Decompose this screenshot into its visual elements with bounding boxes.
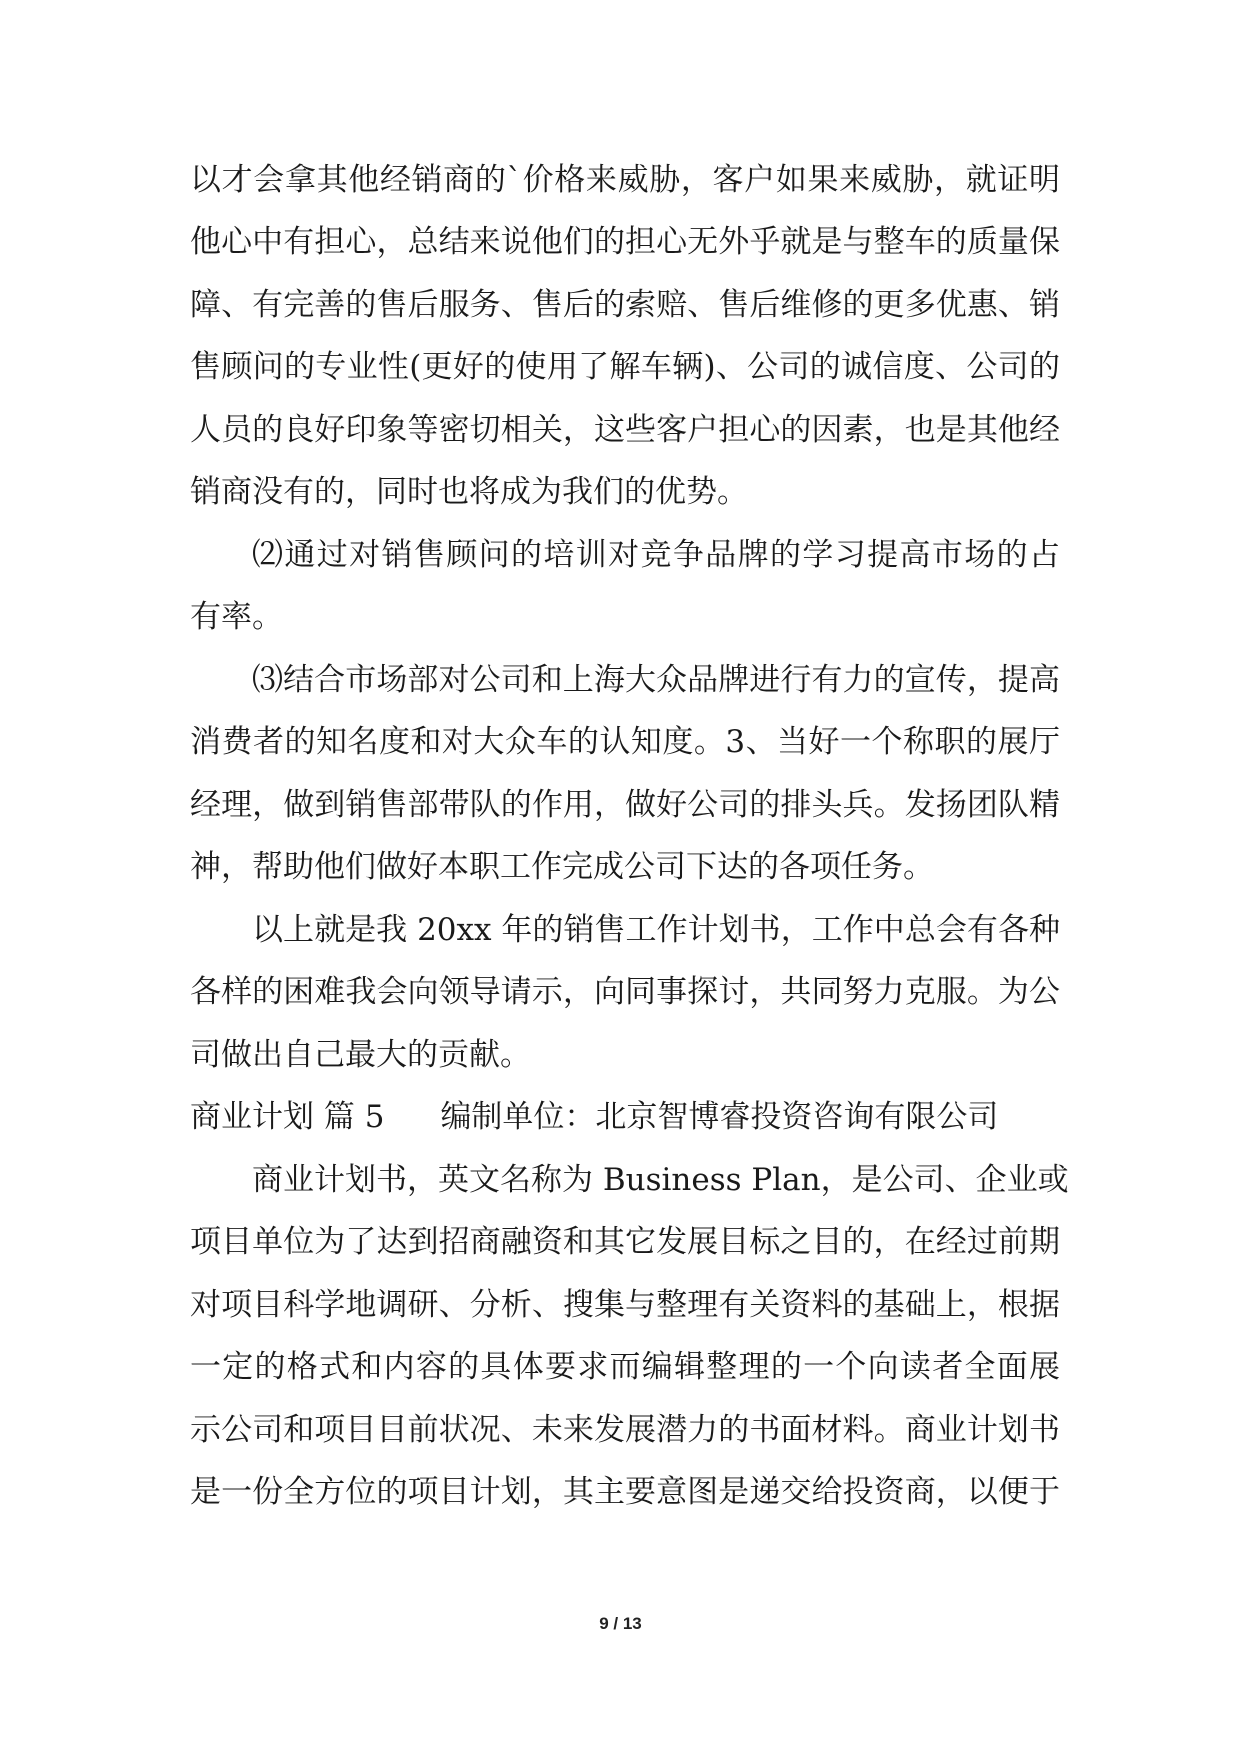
section-heading: 商业计划 篇 5: [190, 1099, 385, 1135]
text-line: 有率。: [190, 599, 283, 635]
text-line: 是一份全方位的项目计划，其主要意图是递交给投资商，以便于: [190, 1474, 1060, 1510]
text-line: 各样的困难我会向领导请示，向同事探讨，共同努力克服。为公: [190, 974, 1060, 1010]
text-line: ⑵通过对销售顾问的培训对竞争品牌的学习提高市场的占: [252, 537, 1060, 573]
text-line: 神，帮助他们做好本职工作完成公司下达的各项任务。: [190, 849, 934, 885]
text-line: 他心中有担心，总结来说他们的担心无外乎就是与整车的质量保: [190, 224, 1060, 260]
text-line: 以上就是我 20xx 年的销售工作计划书，工作中总会有各种: [252, 912, 1060, 948]
text-line: 障、有完善的售后服务、售后的索赔、售后维修的更多优惠、销: [190, 287, 1060, 323]
section-unit: 编制单位：北京智博睿投资咨询有限公司: [440, 1099, 999, 1135]
text-line: ⑶结合市场部对公司和上海大众品牌进行有力的宣传，提高: [252, 662, 1060, 698]
section-heading-line: [190, 1097, 1060, 1137]
text-line: 销商没有的，同时也将成为我们的优势。: [190, 474, 748, 510]
text-line: 售顾问的专业性(更好的使用了解车辆)、公司的诚信度、公司的: [190, 349, 1060, 385]
text-line: 消费者的知名度和对大众车的认知度。3、当好一个称职的展厅: [190, 724, 1060, 760]
text-line: 商业计划书，英文名称为 Business Plan，是公司、企业或: [252, 1162, 1069, 1198]
text-line: 司做出自己最大的贡献。: [190, 1037, 531, 1073]
text-line: 示公司和项目目前状况、未来发展潜力的书面材料。商业计划书: [190, 1412, 1060, 1448]
text-line: 项目单位为了达到招商融资和其它发展目标之目的，在经过前期: [190, 1224, 1060, 1260]
page-number: 9 / 13: [599, 1614, 642, 1633]
text-line: 人员的良好印象等密切相关，这些客户担心的因素，也是其他经: [190, 412, 1060, 448]
text-line: 经理，做到销售部带队的作用，做好公司的排头兵。发扬团队精: [190, 787, 1060, 823]
text-line: 一定的格式和内容的具体要求而编辑整理的一个向读者全面展: [190, 1349, 1060, 1385]
text-line: 对项目科学地调研、分析、搜集与整理有关资料的基础上，根据: [190, 1287, 1060, 1323]
text-line: 以才会拿其他经销商的`价格来威胁，客户如果来威胁，就证明: [190, 162, 1060, 198]
